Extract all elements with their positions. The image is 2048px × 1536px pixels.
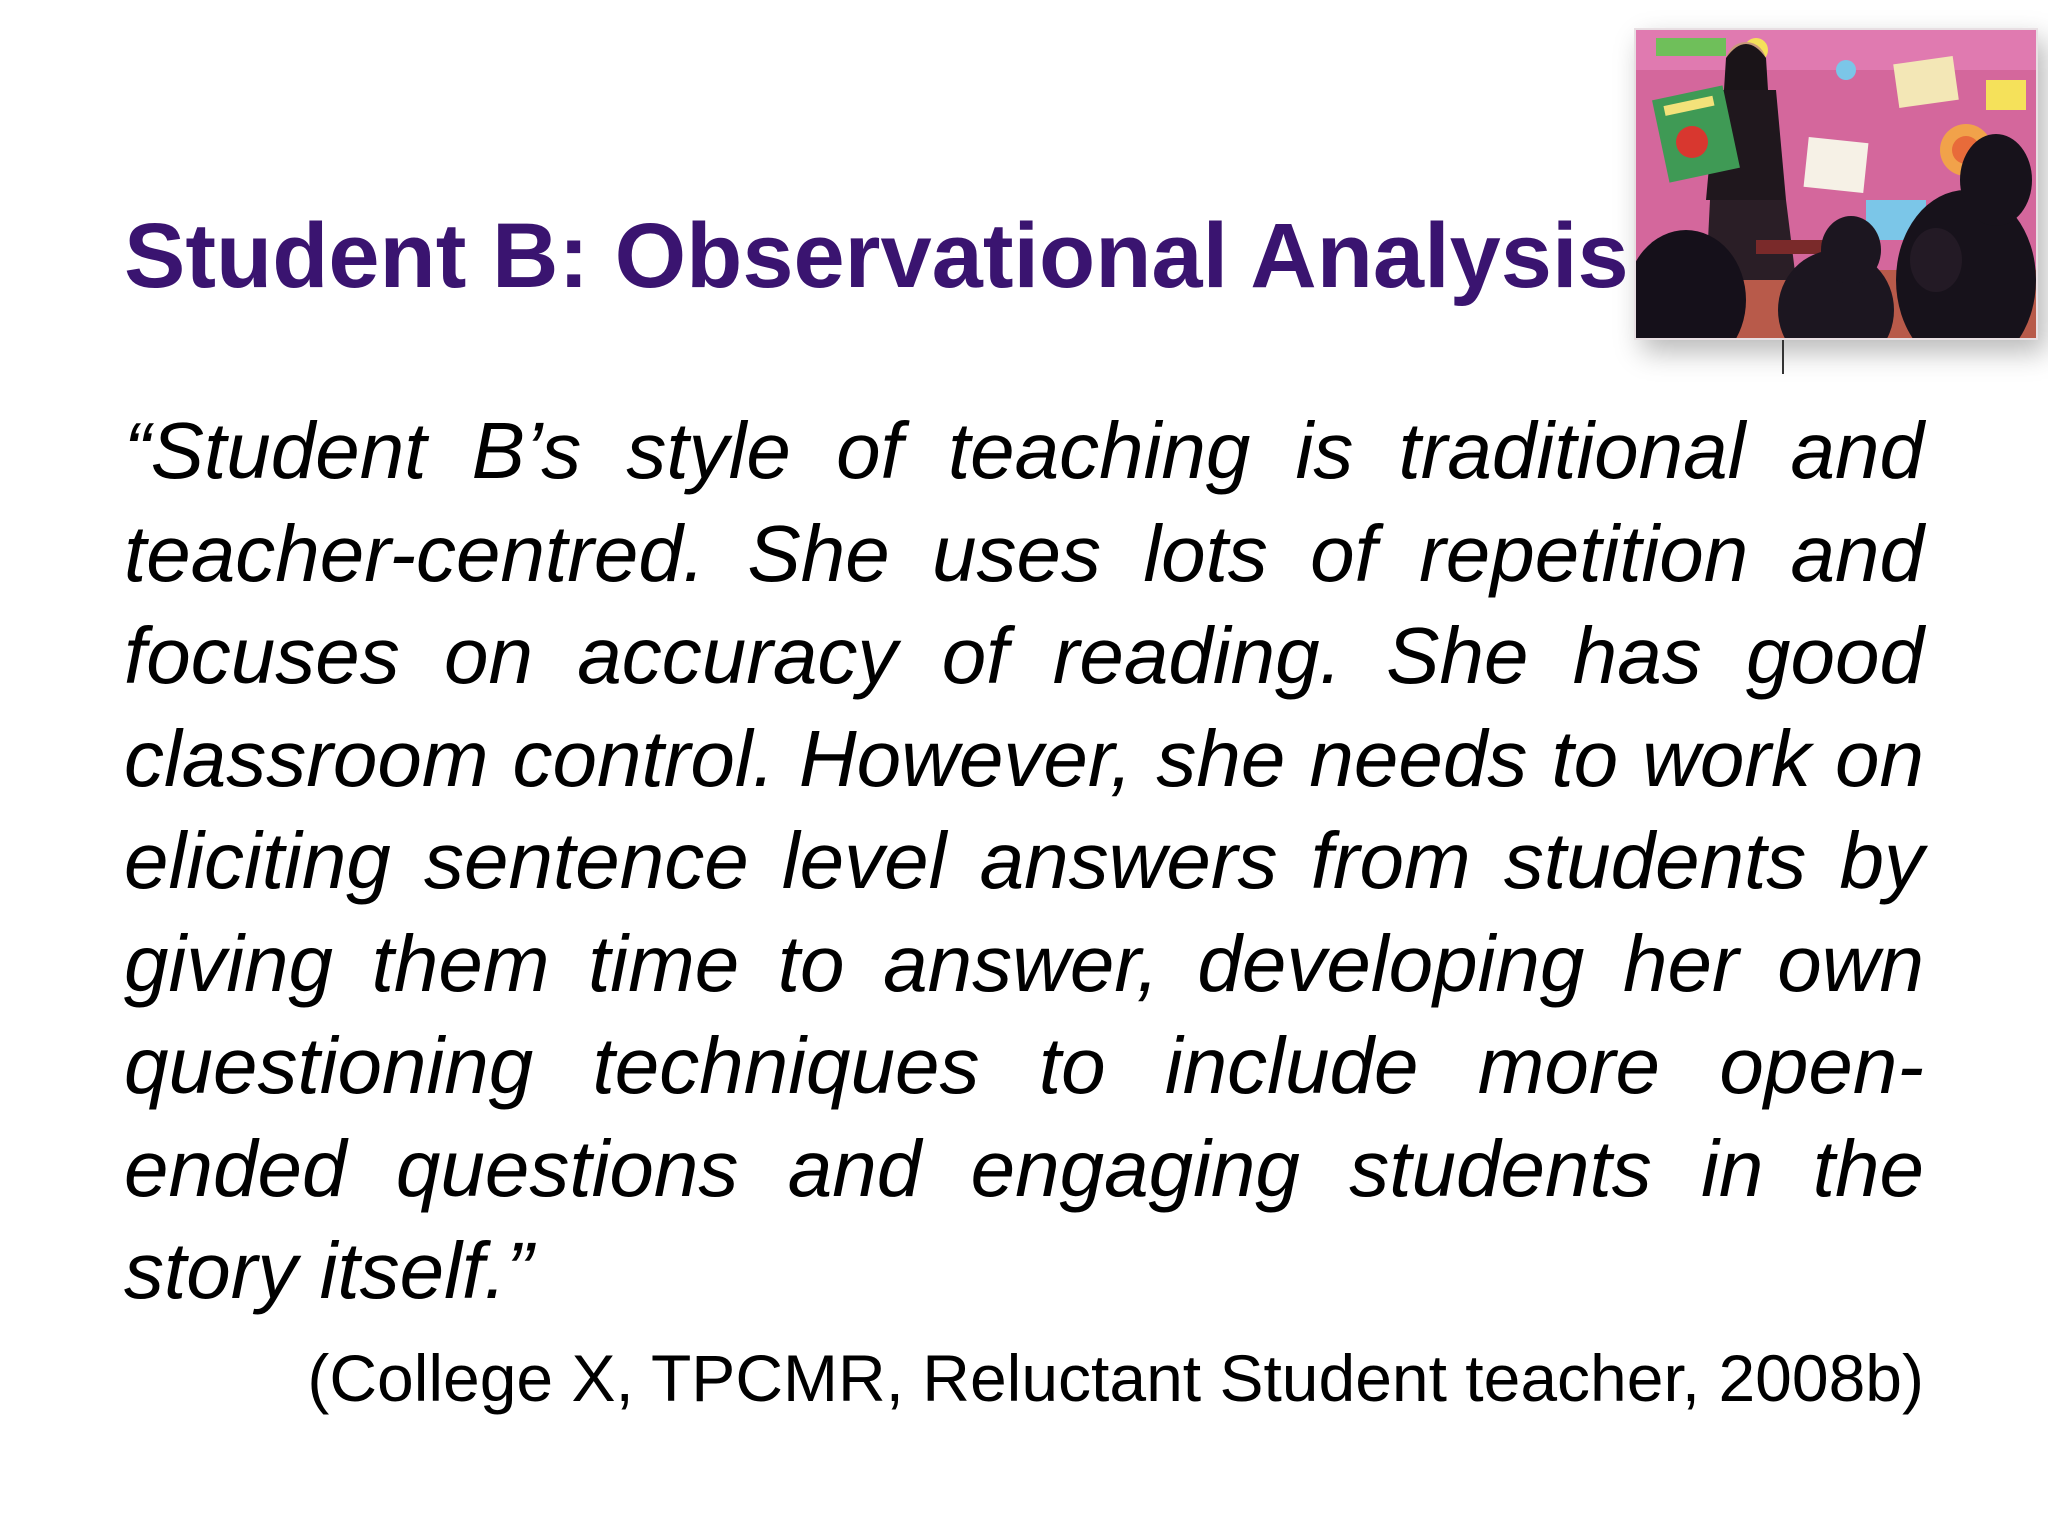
slide-title: Student B: Observational Analysis bbox=[124, 205, 1629, 307]
classroom-photo-illustration bbox=[1636, 30, 2036, 338]
citation: (College X, TPCMR, Reluctant Student teacher, 2008b) bbox=[307, 1341, 1924, 1415]
observation-quote: “Student B’s style of teaching is traditional and teacher-centred. She uses lots of repetition and focuses on accuracy of reading. She has good classroom control. However, she needs to work on eliciting sentence level answers from students by giving them time to answer, developing her own questioning techniques to include more open-ended questions and engaging students in the story itself.” bbox=[124, 406, 1924, 1315]
photo-tick-mark bbox=[1782, 340, 1784, 374]
classroom-photo bbox=[1634, 28, 2038, 340]
